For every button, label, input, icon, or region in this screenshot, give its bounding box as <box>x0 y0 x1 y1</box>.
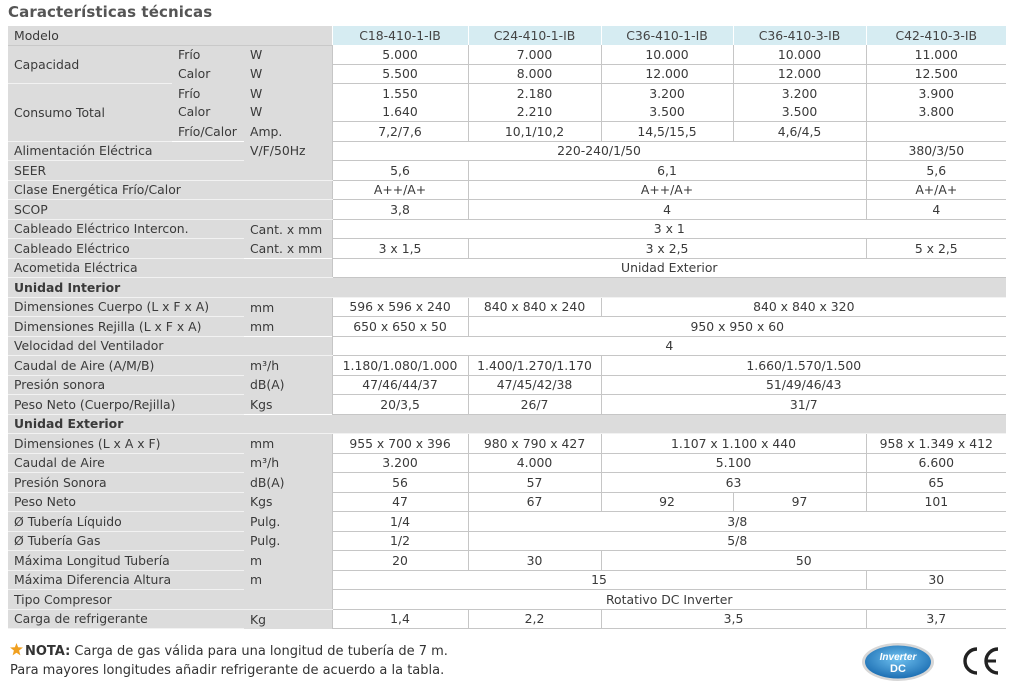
value-cell: 950 x 950 x 60 <box>468 317 1006 337</box>
value-cell: 101 <box>866 492 1006 512</box>
value-cell: 1,4 <box>332 609 468 629</box>
row-velocidad <box>8 336 1006 356</box>
section-title: Unidad Interior <box>8 278 1006 298</box>
footnote-line-2: Para mayores longitudes añadir refrigerante de acuerdo a la tabla. <box>10 663 445 678</box>
value-cell <box>733 84 866 122</box>
row-carga <box>8 609 1006 629</box>
value-cell: 12.500 <box>866 64 1006 84</box>
label-dim-cuerpo: Dimensiones Cuerpo (L x F x A) <box>8 297 244 317</box>
value-cell: 12.000 <box>601 64 733 84</box>
row-presion-int <box>8 375 1006 395</box>
mode-calor: Calor <box>178 103 211 119</box>
value-frio: 2.180 <box>516 85 553 101</box>
page-title: Características técnicas <box>8 3 213 21</box>
value-cell: 31/7 <box>601 395 1006 415</box>
value-cell: 10.000 <box>601 45 733 64</box>
inverter-dc-logo <box>861 642 935 682</box>
value-cell: 3,8 <box>332 200 468 220</box>
row-consumo <box>8 84 1006 122</box>
label-consumo: Consumo Total <box>8 84 172 142</box>
label-presion-ext: Presión Sonora <box>8 473 244 493</box>
footnote <box>10 642 448 680</box>
label-velocidad: Velocidad del Ventilador <box>8 336 332 356</box>
unit-m3h: m³/h <box>244 356 332 376</box>
row-dim-cuerpo <box>8 297 1006 317</box>
value-cell: 11.000 <box>866 45 1006 64</box>
label-cableado: Cableado Eléctrico <box>8 239 244 259</box>
row-peso-int <box>8 395 1006 415</box>
row-max-longitud <box>8 551 1006 571</box>
value-cell <box>601 84 733 122</box>
value-cell: 97 <box>733 492 866 512</box>
value-calor: 3.500 <box>781 103 818 119</box>
value-cell: 5.000 <box>332 45 468 64</box>
value-cell: 1.400/1.270/1.170 <box>468 356 601 376</box>
label-acometida: Acometida Eléctrica <box>8 258 332 278</box>
value-cell: 5.100 <box>601 453 866 473</box>
label-max-longitud: Máxima Longitud Tubería <box>8 551 244 571</box>
row-peso-ext <box>8 492 1006 512</box>
unit-dba: dB(A) <box>244 473 332 493</box>
value-cell: 12.000 <box>733 64 866 84</box>
unit-m: m <box>244 551 332 571</box>
label-compresor: Tipo Compresor <box>8 590 332 610</box>
value-cell: A++/A+ <box>468 180 866 200</box>
label-peso-ext: Peso Neto <box>8 492 244 512</box>
value-frio: 3.200 <box>781 85 818 101</box>
value-cell: 840 x 840 x 320 <box>601 297 1006 317</box>
value-cell: 56 <box>332 473 468 493</box>
label-cableado-intercon: Cableado Eléctrico Intercon. <box>8 219 244 239</box>
value-cell: 67 <box>468 492 601 512</box>
unit-w: W <box>244 45 332 64</box>
value-cell: 980 x 790 x 427 <box>468 434 601 454</box>
value-cell: 47/46/44/37 <box>332 375 468 395</box>
value-cell: 596 x 596 x 240 <box>332 297 468 317</box>
value-cell: 14,5/15,5 <box>601 122 733 142</box>
value-cell: A++/A+ <box>332 180 468 200</box>
value-cell: 3,7 <box>866 609 1006 629</box>
value-cell <box>332 84 468 122</box>
nota-label: NOTA: <box>25 644 71 659</box>
model-c36-410-1-ib: C36-410-1-IB <box>601 26 733 45</box>
spec-table <box>8 26 1006 629</box>
value-cell: 4 <box>468 200 866 220</box>
value-cell: 57 <box>468 473 601 493</box>
value-cell: 5/8 <box>468 531 1006 551</box>
label-dim-rejilla: Dimensiones Rejilla (L x F x A) <box>8 317 244 337</box>
inverter-text: Inverter <box>879 652 917 663</box>
dc-text: DC <box>890 663 906 675</box>
value-cell: 5,6 <box>332 161 468 181</box>
value-cell <box>866 84 1006 122</box>
value-cell: Unidad Exterior <box>332 258 1006 278</box>
model-c42-410-3-ib: C42-410-3-IB <box>866 26 1006 45</box>
label-capacidad: Capacidad <box>8 45 172 84</box>
unit-mm: mm <box>244 434 332 454</box>
value-cell: 3 x 1 <box>332 219 1006 239</box>
value-calor: 2.210 <box>516 103 553 119</box>
value-cell: 65 <box>866 473 1006 493</box>
model-c36-410-3-ib: C36-410-3-IB <box>733 26 866 45</box>
value-cell: 1.180/1.080/1.000 <box>332 356 468 376</box>
unit-stack <box>244 84 332 122</box>
value-cell: 1/2 <box>332 531 468 551</box>
value-cell: 15 <box>332 570 866 590</box>
label-presion-int: Presión sonora <box>8 375 244 395</box>
value-cell: 650 x 650 x 50 <box>332 317 468 337</box>
value-cell: 2,2 <box>468 609 601 629</box>
row-dim-ext <box>8 434 1006 454</box>
model-c18-410-1-ib: C18-410-1-IB <box>332 26 468 45</box>
unit-w: W <box>244 64 332 84</box>
value-cell: 958 x 1.349 x 412 <box>866 434 1006 454</box>
label-carga: Carga de refrigerante <box>8 609 244 629</box>
mode-calor: Calor <box>172 64 244 84</box>
unit-cant-mm: Cant. x mm <box>244 219 332 239</box>
ce-mark-icon <box>960 645 1002 677</box>
unit-w: W <box>250 103 263 119</box>
value-cell: A+/A+ <box>866 180 1006 200</box>
value-cell: 955 x 700 x 396 <box>332 434 468 454</box>
label-caudal-ext: Caudal de Aire <box>8 453 244 473</box>
row-presion-ext <box>8 473 1006 493</box>
value-calor: 3.800 <box>918 103 954 119</box>
value-cell: 5 x 2,5 <box>866 239 1006 259</box>
unit-kgs: Kgs <box>244 395 332 415</box>
value-cell: 4.000 <box>468 453 601 473</box>
value-cell: 50 <box>601 551 1006 571</box>
value-cell: 3 x 1,5 <box>332 239 468 259</box>
value-calor: 3.500 <box>649 103 685 119</box>
mode-frio-calor-stack <box>172 84 244 122</box>
value-cell: 5.500 <box>332 64 468 84</box>
unit-w: W <box>250 85 263 101</box>
row-max-diferencia <box>8 570 1006 590</box>
value-cell: 63 <box>601 473 866 493</box>
unit-amp: Amp. <box>244 122 332 142</box>
footnote-line-1 <box>10 642 448 661</box>
value-cell: 3 x 2,5 <box>468 239 866 259</box>
value-cell: 1.107 x 1.100 x 440 <box>601 434 866 454</box>
label-scop: SCOP <box>8 200 332 220</box>
model-c24-410-1-ib: C24-410-1-IB <box>468 26 601 45</box>
value-cell: 7,2/7,6 <box>332 122 468 142</box>
value-cell: 6.600 <box>866 453 1006 473</box>
mode-frio-calor: Frío/Calor <box>172 122 244 142</box>
section-unidad-interior <box>8 278 1006 298</box>
label-max-diferencia: Máxima Diferencia Altura <box>8 570 244 590</box>
mode-frio: Frío <box>178 85 201 101</box>
value-cell: 7.000 <box>468 45 601 64</box>
row-cableado-intercon <box>8 219 1006 239</box>
row-clase <box>8 180 1006 200</box>
unit-m: m <box>244 570 332 590</box>
label-seer: SEER <box>8 161 332 181</box>
value-cell: 51/49/46/43 <box>601 375 1006 395</box>
value-cell: 3.200 <box>332 453 468 473</box>
value-calor: 1.640 <box>382 103 418 119</box>
row-caudal-int <box>8 356 1006 376</box>
value-cell: 4 <box>866 200 1006 220</box>
row-tuberia-liquido <box>8 512 1006 532</box>
row-caudal-ext <box>8 453 1006 473</box>
row-seer <box>8 161 1006 181</box>
value-cell: 840 x 840 x 240 <box>468 297 601 317</box>
value-cell: 8.000 <box>468 64 601 84</box>
model-label: Modelo <box>8 26 332 45</box>
label-clase: Clase Energética Frío/Calor <box>8 180 332 200</box>
value-cell: 10.000 <box>733 45 866 64</box>
unit-kgs: Kgs <box>244 492 332 512</box>
unit-pulg: Pulg. <box>244 531 332 551</box>
unit-mm: mm <box>244 317 332 337</box>
value-cell: 30 <box>866 570 1006 590</box>
value-cell: Rotativo DC Inverter <box>332 590 1006 610</box>
value-cell: 20 <box>332 551 468 571</box>
row-acometida <box>8 258 1006 278</box>
value-cell: 47 <box>332 492 468 512</box>
row-tuberia-gas <box>8 531 1006 551</box>
value-cell: 1.660/1.570/1.500 <box>601 356 1006 376</box>
value-cell: 4 <box>332 336 1006 356</box>
row-dim-rejilla <box>8 317 1006 337</box>
unit-dba: dB(A) <box>244 375 332 395</box>
row-scop <box>8 200 1006 220</box>
mode-frio: Frío <box>172 45 244 64</box>
label-caudal-int: Caudal de Aire (A/M/B) <box>8 356 244 376</box>
nota-text: Carga de gas válida para una longitud de tubería de 7 m. <box>70 644 448 659</box>
label-alimentacion: Alimentación Eléctrica <box>8 141 244 161</box>
value-cell: 6,1 <box>468 161 866 181</box>
unit-kg: Kg <box>244 609 332 629</box>
row-alimentacion <box>8 141 1006 161</box>
label-dim-ext: Dimensiones (L x A x F) <box>8 434 244 454</box>
value-cell: 47/45/42/38 <box>468 375 601 395</box>
value-cell <box>468 84 601 122</box>
unit-pulg: Pulg. <box>244 512 332 532</box>
value-cell: 4,6/4,5 <box>733 122 866 142</box>
label-tuberia-liquido: Ø Tubería Líquido <box>8 512 244 532</box>
header-row <box>8 26 1006 45</box>
row-capacidad-frio <box>8 45 1006 64</box>
unit-vf50hz: V/F/50Hz <box>244 141 332 161</box>
unit-mm: mm <box>244 297 332 317</box>
value-cell: 380/3/50 <box>866 141 1006 161</box>
section-title: Unidad Exterior <box>8 414 1006 434</box>
value-cell: 26/7 <box>468 395 601 415</box>
star-icon <box>10 643 23 656</box>
label-peso-int: Peso Neto (Cuerpo/Rejilla) <box>8 395 244 415</box>
value-cell: 10,1/10,2 <box>468 122 601 142</box>
row-cableado <box>8 239 1006 259</box>
value-frio: 1.550 <box>382 85 418 101</box>
unit-cant-mm: Cant. x mm <box>244 239 332 259</box>
value-cell: 220-240/1/50 <box>332 141 866 161</box>
label-tuberia-gas: Ø Tubería Gas <box>8 531 244 551</box>
value-cell: 20/3,5 <box>332 395 468 415</box>
value-cell: 1/4 <box>332 512 468 532</box>
row-compresor <box>8 590 1006 610</box>
value-frio: 3.900 <box>918 85 954 101</box>
value-cell: 5,6 <box>866 161 1006 181</box>
value-cell: 3,5 <box>601 609 866 629</box>
value-cell: 92 <box>601 492 733 512</box>
value-cell: 30 <box>468 551 601 571</box>
value-frio: 3.200 <box>649 85 685 101</box>
value-cell: 3/8 <box>468 512 1006 532</box>
section-unidad-exterior <box>8 414 1006 434</box>
unit-m3h: m³/h <box>244 453 332 473</box>
value-cell <box>866 122 1006 142</box>
